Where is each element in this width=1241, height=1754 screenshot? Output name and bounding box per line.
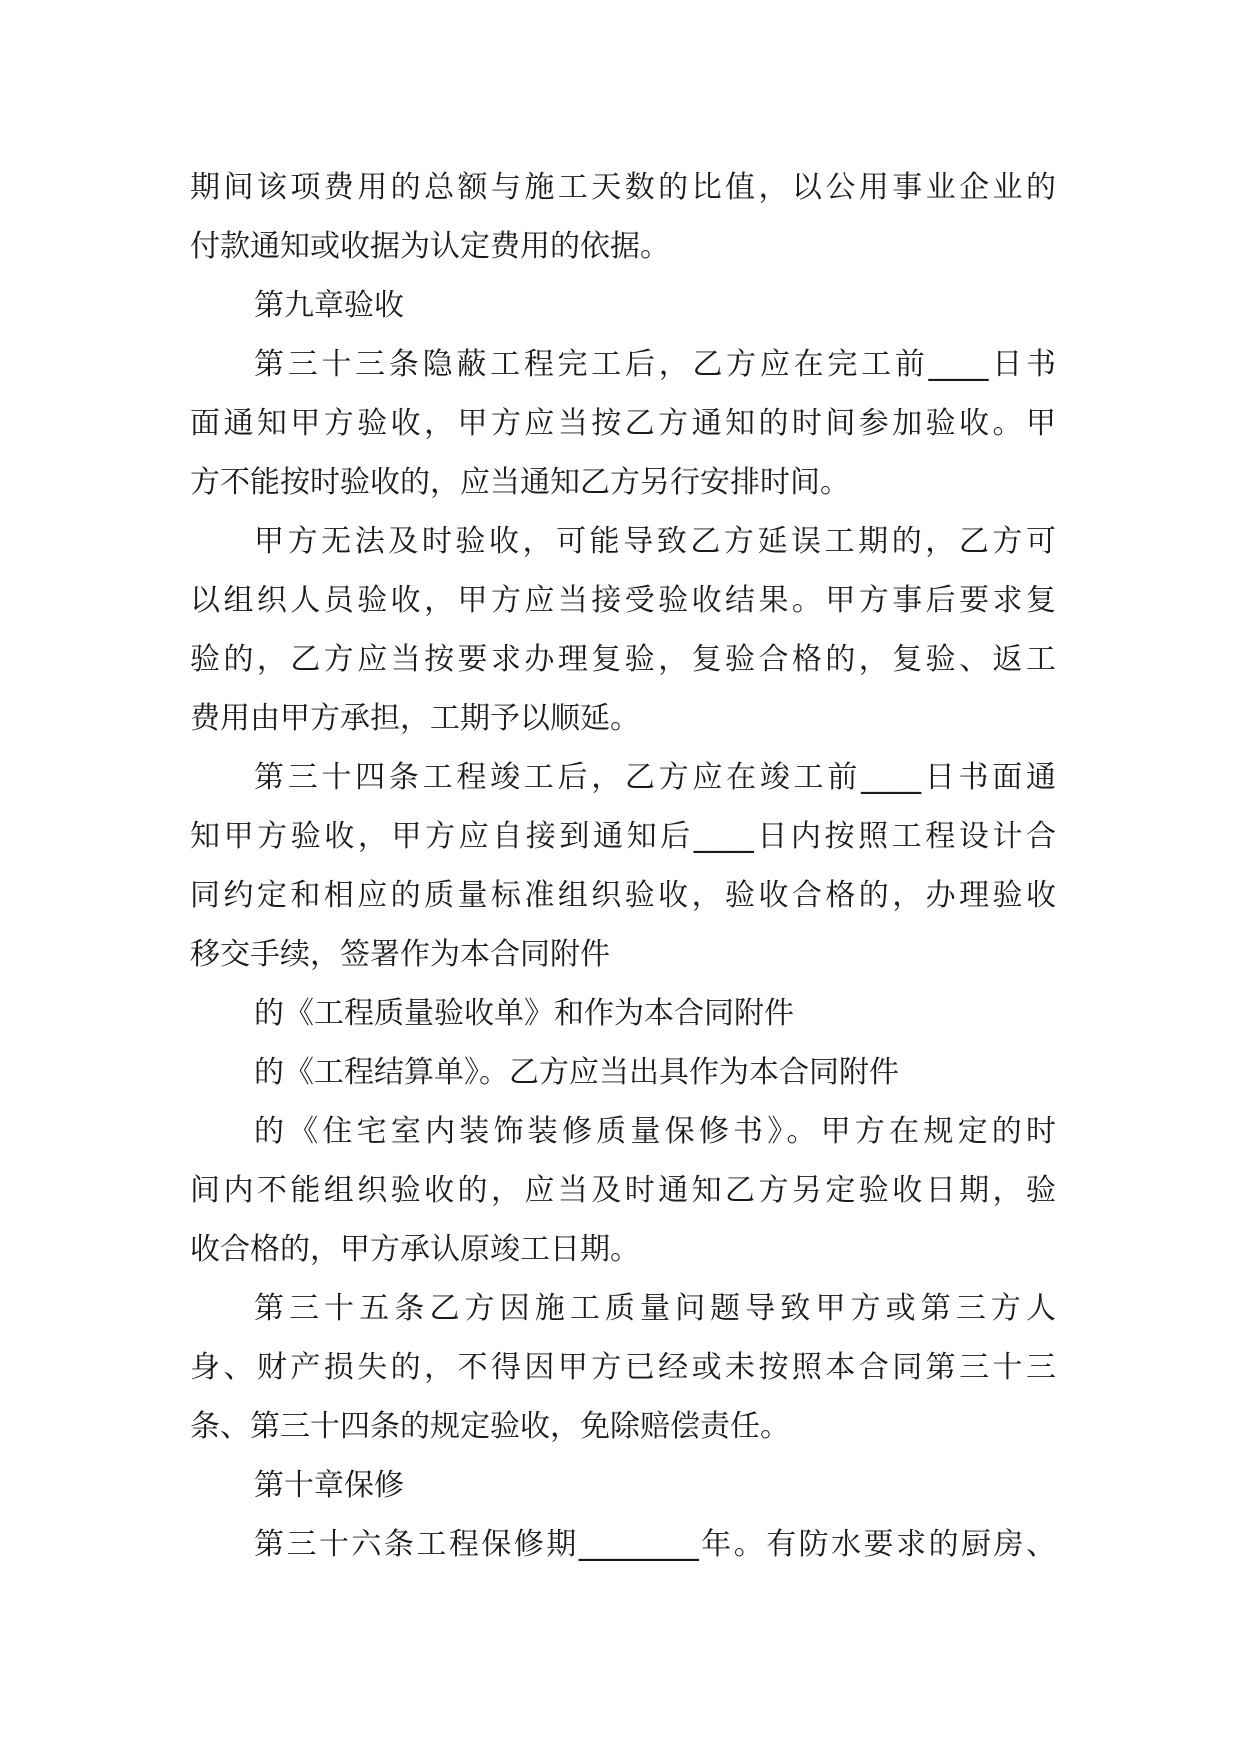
paragraph-line-3: 验的，乙方应当按要求办理复验，复验合格的，复验、返工 [190,642,1056,677]
article-33-line-1: 第三十三条隐蔽工程完工后，乙方应在完工前____日书 [254,347,1056,382]
article-34-line-6: 的《工程结算单》。乙方应当出具作为本合同附件 [254,1055,899,1090]
paragraph-line-2: 以组织人员验收，甲方应当接受验收结果。甲方事后要求复 [190,583,1056,618]
article-35-line-2: 身、财产损失的，不得因甲方已经或未按照本合同第三十三 [190,1350,1056,1385]
article-35-line-3: 条、第三十四条的规定验收，免除赔偿责任。 [190,1409,790,1444]
article-34-line-8: 间内不能组织验收的，应当及时通知乙方另定验收日期，验 [190,1173,1056,1208]
body-line-1: 期间该项费用的总额与施工天数的比值，以公用事业企业的 [190,170,1056,205]
article-33-line-2: 面通知甲方验收，甲方应当按乙方通知的时间参加验收。甲 [190,406,1056,441]
article-34-line-1: 第三十四条工程竣工后，乙方应在竣工前____日书面通 [254,760,1056,795]
article-34-line-4: 移交手续，签署作为本合同附件 [190,937,610,972]
chapter-heading-9: 第九章验收 [254,288,404,323]
document-body [190,158,1056,1574]
article-34-line-5: 的《工程质量验收单》和作为本合同附件 [254,996,794,1031]
paragraph-line-4: 费用由甲方承担，工期予以顺延。 [190,701,640,736]
article-34-line-7: 的《住宅室内装饰装修质量保修书》。甲方在规定的时 [254,1114,1056,1149]
article-34-line-3: 同约定和相应的质量标准组织验收，验收合格的，办理验收 [190,878,1056,913]
body-line-2: 付款通知或收据为认定费用的依据。 [190,229,670,264]
chapter-heading-10: 第十章保修 [254,1468,404,1503]
paragraph-line-1: 甲方无法及时验收，可能导致乙方延误工期的，乙方可 [254,524,1056,559]
article-36-line-1: 第三十六条工程保修期________年。有防水要求的厨房、 [254,1527,1056,1562]
article-33-line-3: 方不能按时验收的，应当通知乙方另行安排时间。 [190,465,850,500]
article-35-line-1: 第三十五条乙方因施工质量问题导致甲方或第三方人 [254,1291,1056,1326]
article-34-line-2: 知甲方验收，甲方应自接到通知后____日内按照工程设计合 [190,819,1056,854]
article-34-line-9: 收合格的，甲方承认原竣工日期。 [190,1232,640,1267]
